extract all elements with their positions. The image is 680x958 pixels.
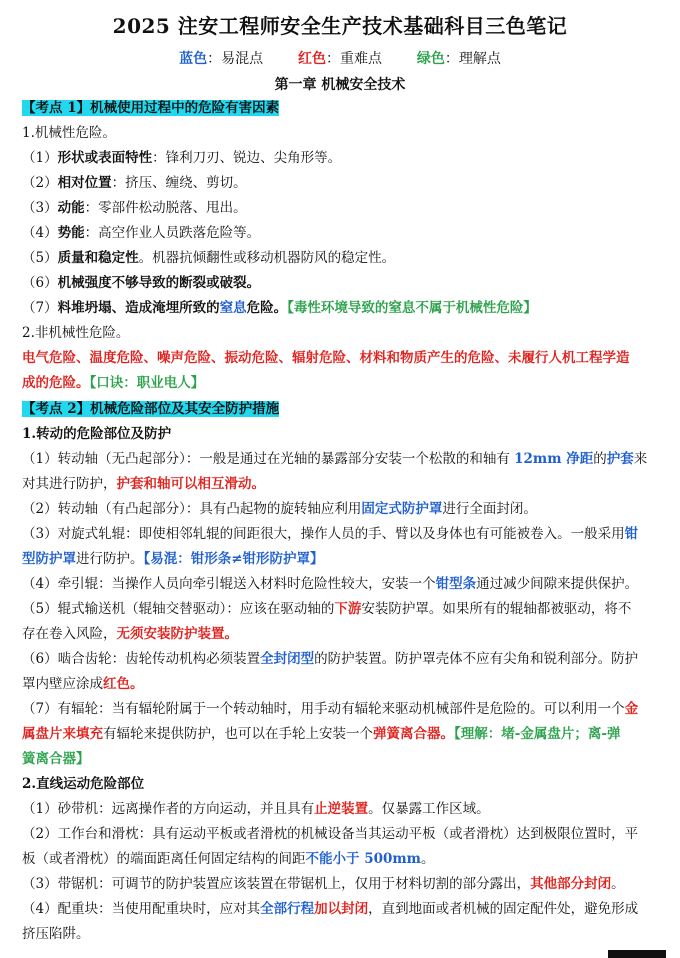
text-run: （3）对旋式轧辊：即使相邻轧辊的间距很大，操作人员的手、臂以及身体也有可能被卷入。一般采用 — [22, 526, 625, 542]
text-run: （2）转动轴（有凸起部分）：具有凸起物的旋转轴应利用 — [22, 501, 362, 517]
text-run: 。机器抗倾翻性或移动机器防风的稳定性。 — [138, 250, 396, 266]
text-run: （1）转动轴（无凸起部分）：一般是通过在光轴的暴露部分安装一个松散的和轴有 — [22, 451, 515, 467]
confusable-term: 全封闭型 — [260, 651, 315, 667]
text-run: ：挤压、缠绕、剪切。 — [111, 175, 247, 191]
legend-green-desc: ：理解点 — [444, 51, 501, 67]
confusable-term: 窒息 — [219, 300, 247, 316]
text-run: 的防护装置。防护罩壳体不应有尖角和锐利部分。防护 — [314, 651, 639, 667]
key-point-text: 成的危险。 — [22, 375, 90, 391]
key-point-text: 电气危险、温度危险、噪声危险、振动危险、辐射危险、材料和物质产生的危险、未履行人机工程学造 — [22, 350, 630, 366]
item-number: （3） — [22, 200, 58, 216]
text-run: ，直到地面或者机械的固定配件处，避免形成 — [368, 901, 639, 917]
item-number: （7） — [22, 300, 58, 316]
text-run: 。 — [611, 876, 625, 892]
text-run: 通过减少间隙来提供保护。 — [476, 576, 639, 592]
confusable-term: 钳 — [624, 526, 639, 542]
text-run: 进行防护。 — [76, 551, 144, 567]
text-line — [22, 672, 662, 696]
text-run: （6）啮合齿轮：齿轮传动机构必须装置 — [22, 651, 261, 667]
text-run: （3）带锯机：可调节的防护装置应该装置在带锯机上，仅用于材料切割的部分露出， — [22, 876, 531, 892]
key-term: 料堆坍塌、造成淹埋所致的 — [57, 300, 220, 316]
key-term: 动能 — [57, 200, 85, 216]
section-heading-1 — [22, 96, 662, 120]
legend-green-label: 绿色 — [416, 51, 445, 67]
text-run: （5）辊式输送机（辊轴交替驱动）：应该在驱动轴的 — [22, 601, 335, 617]
legend-blue-desc: ：易混点 — [207, 51, 264, 67]
color-legend — [0, 48, 680, 68]
legend-red-desc: ：重难点 — [326, 51, 382, 67]
text-run: 对其进行防护， — [22, 476, 117, 492]
confusable-term: 型防护罩 — [22, 551, 76, 567]
text-line: 挤压陷阱。 — [22, 926, 90, 942]
text-line — [22, 847, 662, 871]
text-line: 1.机械性危险。 — [22, 125, 116, 141]
text-run: （4）牵引辊：当操作人员向牵引辊送入材料时危险性较大，安装一个 — [22, 576, 436, 592]
text-line — [22, 722, 662, 746]
confusable-term: 钳型条 — [435, 576, 477, 592]
text-line — [22, 572, 662, 596]
item-number: （1） — [22, 150, 58, 166]
text-line — [22, 296, 662, 320]
text-line — [22, 597, 662, 621]
section-heading-2-text: 【考点 2】机械危险部位及其安全防护措施 — [22, 401, 280, 417]
text-run: 罩内壁应涂成 — [22, 676, 103, 692]
key-point-text: 护套和轴可以相互滑动。 — [116, 476, 265, 492]
text-line — [22, 221, 662, 245]
document-title: 2025 注安工程师安全生产技术基础科目三色笔记 — [112, 14, 568, 38]
text-line — [22, 246, 662, 270]
text-run: ：高空作业人员跌落危险等。 — [84, 225, 261, 241]
key-point-text: 属盘片来填充 — [22, 726, 103, 742]
text-line — [22, 872, 662, 896]
text-run: ：零部件松动脱落、甩出。 — [84, 200, 247, 216]
subsection-heading: 1.转动的危险部位及防护 — [22, 426, 172, 442]
section-heading-1-text: 【考点 1】机械使用过程中的危险有害因素 — [22, 100, 280, 116]
text-run: 安装防护罩。如果所有的辊轴都被驱动，将不 — [361, 601, 632, 617]
text-run: 板（或者滑枕）的端面距离任何固定结构的间距 — [22, 851, 306, 867]
qr-code-fragment — [608, 950, 666, 958]
text-line — [22, 647, 662, 671]
text-line — [22, 747, 662, 771]
text-line — [22, 371, 662, 395]
text-line — [22, 146, 662, 170]
understanding-note: 【毒性环境导致的窒息不属于机械性危险】 — [287, 300, 537, 316]
text-line: 2.非机械性危险。 — [22, 325, 130, 341]
key-term: 质量和稳定性 — [57, 250, 139, 266]
key-point-text: 无须安装防护装置。 — [116, 626, 238, 642]
understanding-note: 簧离合器】 — [22, 751, 90, 767]
text-run: （4）配重块：当使用配重块时，应对其 — [22, 901, 261, 917]
key-point-text: 弹簧离合器。 — [373, 726, 454, 742]
key-point-text: 金 — [624, 701, 639, 717]
text-run: （1）砂带机：远离操作者的方向运动，并且具有 — [22, 801, 315, 817]
item-number: （2） — [22, 175, 58, 191]
confusable-term: 护套 — [606, 451, 634, 467]
text-run: 的 — [593, 451, 607, 467]
understanding-note: 【理解：堵-金属盘片；离-弹 — [454, 726, 621, 742]
text-line — [22, 196, 662, 220]
key-term: 势能 — [57, 225, 85, 241]
key-term: 机械强度不够导致的断裂或破裂。 — [57, 275, 261, 291]
text-line — [22, 447, 662, 471]
key-term: 形状或表面特性 — [57, 150, 153, 166]
text-line: （2）工作台和滑枕：具有运动平板或者滑枕的机械设备当其运动平板（或者滑枕）达到极限位置时，平 — [22, 826, 639, 842]
subsection-heading: 2.直线运动危险部位 — [22, 776, 145, 792]
item-number: （4） — [22, 225, 58, 241]
text-run: （7）有辐轮：当有辐轮附属于一个转动轴时，用手动有辐轮来驱动机械部件是危险的。可以利用一个 — [22, 701, 625, 717]
key-point-text: 止逆装置 — [314, 801, 369, 817]
text-run: 进行全面封闭。 — [442, 501, 537, 517]
confusable-term: 固定式防护罩 — [361, 501, 443, 517]
text-line — [22, 497, 662, 521]
text-run: 。 — [420, 851, 435, 867]
confusable-term: 不能小于 500mm — [305, 851, 421, 867]
confusable-term: 12mm 净距 — [514, 451, 594, 467]
text-line — [22, 697, 662, 721]
text-line — [22, 472, 662, 496]
text-run: ：锋利刀刃、锐边、尖角形等。 — [152, 150, 342, 166]
text-line — [22, 897, 662, 921]
key-point-text: 红色。 — [103, 676, 144, 692]
key-term: 危险。 — [246, 300, 288, 316]
key-point-text: 其他部分封闭 — [530, 876, 612, 892]
text-run: 存在卷入风险， — [22, 626, 117, 642]
legend-red-label: 红色 — [298, 51, 326, 67]
mnemonic-note: 【口诀：职业电人】 — [89, 375, 205, 391]
item-number: （6） — [22, 275, 58, 291]
text-line — [22, 522, 662, 546]
confusable-note: 【易混：钳形条≠钳形防护罩】 — [143, 551, 324, 567]
item-number: （5） — [22, 250, 58, 266]
key-point-text: 加以封闭 — [314, 901, 369, 917]
confusable-term: 全部行程 — [260, 901, 315, 917]
text-line — [22, 271, 662, 295]
key-point-text: 下游 — [334, 601, 362, 617]
text-line — [22, 346, 662, 370]
text-line — [22, 171, 662, 195]
text-run: 来 — [633, 451, 648, 467]
legend-blue-label: 蓝色 — [179, 51, 208, 67]
text-line — [22, 797, 662, 821]
text-line — [22, 622, 662, 646]
text-line — [22, 547, 662, 571]
text-run: 。仅暴露工作区域。 — [368, 801, 490, 817]
text-run: 有辐轮来提供防护，也可以在手轮上安装一个 — [103, 726, 373, 742]
key-term: 相对位置 — [57, 175, 112, 191]
section-heading-2 — [22, 397, 662, 421]
chapter-heading: 第一章 机械安全技术 — [274, 77, 406, 93]
